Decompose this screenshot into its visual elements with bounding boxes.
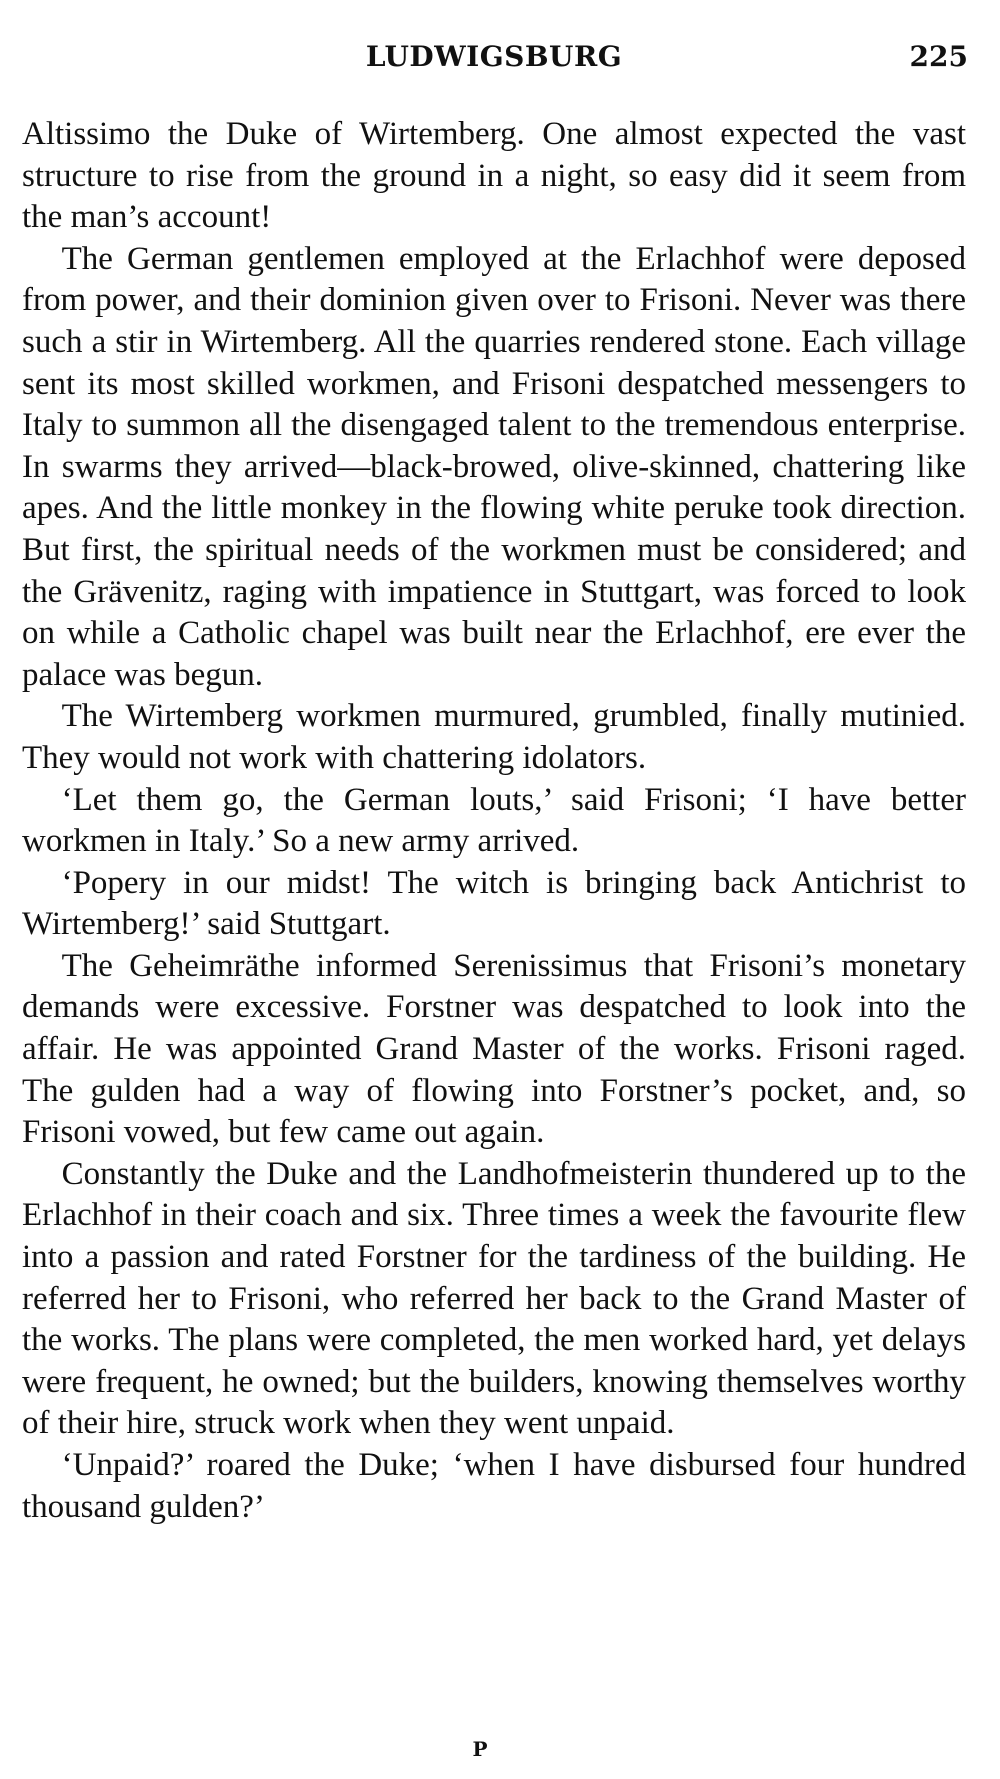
paragraph: ‘Popery in our midst! The witch is bringing back Antichrist to Wirtemberg!’ said Stuttgart. — [22, 864, 966, 943]
paragraph: ‘Let them go, the German louts,’ said Frisoni; ‘I have better workmen in Italy.’ So a new army arrived. — [22, 781, 966, 860]
chapter-running-title: LUDWIGSBURG — [365, 40, 623, 73]
paragraph: The Wirtemberg workmen murmured, grumbled, finally mutinied. They would not work with chattering idolators. — [22, 698, 966, 776]
running-head — [20, 40, 968, 84]
signature-mark: P — [472, 1737, 488, 1761]
paragraph: Constantly the Duke and the Landhofmeisterin thundered up to the Erlachhof in their coach and six. Three times a week the favourite flew into a passion and rated Forstner for the tardiness of the building. He referred her to Frisoni, who referred her back to the Grand Master of the works. The plans were completed, the men worked hard, yet delays were frequent, he owned; but the builders, knowing themselves worthy of their hire, struck work when they went unpaid. — [22, 1155, 966, 1442]
paragraph: The German gentlemen employed at the Erlachhof were deposed from power, and their dominion given over to Frisoni. Never was there such a stir in Wirtemberg. All the quarries rendered stone. Each village sent its most skilled workmen, and Frisoni despatched messengers to Italy to summon all the disengaged talent to the tremendous enterprise. In swarms they arrived—black-browed, olive-skinned, chattering like apes. And the little monkey in the flowing white peruke took direction. But first, the spiritual needs of the workmen must be considered; and the Grävenitz, raging with impatience in Stuttgart, was forced to look on while a Catholic chapel was built near the Erlachhof, ere ever the palace was begun. — [22, 240, 966, 693]
page-number: 225 — [909, 40, 968, 73]
paragraph: ‘Unpaid?’ roared the Duke; ‘when I have disbursed four hundred thousand gulden?’ — [22, 1447, 966, 1525]
body-text — [22, 114, 966, 1528]
paragraph: The Geheimräthe informed Serenissimus that Frisoni’s monetary demands were excessive. Forstner was despatched to look into the affair. He was appointed Grand Master of the works. Frisoni raged. The gulden had a way of flowing into Forstner’s pocket, and, so Frisoni vowed, but few came out again. — [22, 947, 966, 1151]
paragraph-continued: Altissimo the Duke of Wirtemberg. One almost expected the vast structure to rise from the ground in a night, so easy did it seem from the man’s account! — [22, 116, 966, 236]
